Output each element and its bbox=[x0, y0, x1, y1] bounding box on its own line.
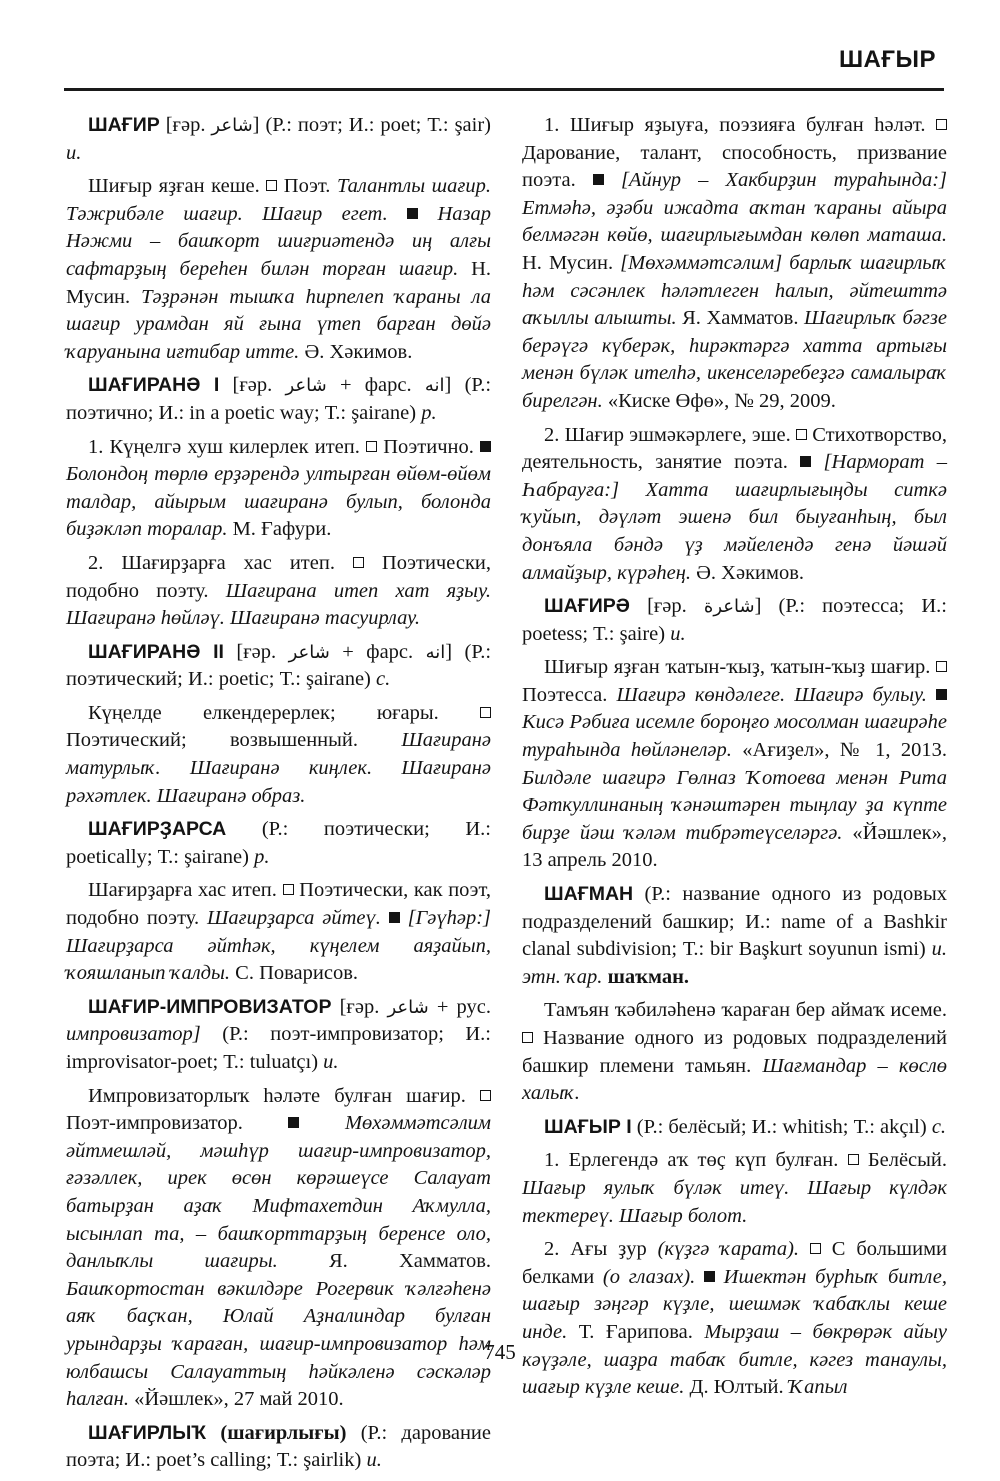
translations: (Р.: поэт-импровизатор; И.: improvisator-poet; Т.: tuluatçı) bbox=[66, 1023, 491, 1073]
definition: Ағы ҙур bbox=[570, 1238, 647, 1261]
square-icon bbox=[936, 661, 947, 672]
definition: Шиғыр яҙыуға, поэзияға булған һәләт. bbox=[569, 114, 926, 136]
citation: Я. Хамматов. bbox=[328, 1250, 492, 1273]
definition-block bbox=[66, 173, 491, 366]
translations: ] (Р.: поэтесса; И.: poetess; Т.: şaire) bbox=[522, 595, 948, 645]
black-square-icon bbox=[936, 689, 947, 700]
translations: ] (Р.: поэтично; И.: in a poetic way; Т.: şairane) bbox=[66, 374, 492, 424]
etymology: + фарс. bbox=[339, 374, 412, 397]
cross-reference: шаҡман. bbox=[607, 965, 690, 988]
square-icon bbox=[936, 119, 947, 130]
definition: Шағирҙарға хас итеп. bbox=[121, 551, 335, 574]
headword: ШАҒИРАНӘ I bbox=[88, 374, 220, 397]
translations: (Р.: поэтически; И.: poetically; Т.: şairane) bbox=[66, 818, 491, 868]
example: Шағиранә матурлыҡ. Шағиранә киңлек. Шағиранә рәхәтлек. Шағиранә образ. bbox=[66, 729, 491, 807]
entry-shagman bbox=[522, 881, 947, 991]
example: Шағирана итеп хат яҙыу. Шағиранә һөйләү. Шағиранә тасуирлау. bbox=[66, 579, 491, 630]
citation: Я. Хамматов. bbox=[682, 307, 799, 330]
example: Башҡортостан вәкилдәре Рогервик ҡәлғәһенә аяҡ баҫҡан, Юлай Аҙналиндар булған урындарҙы ҡараған, шағир-импровизатор һәм юлбашсы Салауаттың һәйкәленә сәскәләр һалған. bbox=[66, 1277, 491, 1411]
right-column bbox=[522, 112, 947, 1408]
etymology: [ғәр. bbox=[232, 374, 273, 397]
entry-shagir bbox=[66, 112, 491, 167]
arabic-script: شاعر bbox=[211, 115, 253, 136]
part-of-speech: р. bbox=[421, 401, 437, 424]
arabic-script: شاعرة bbox=[703, 596, 755, 618]
sense-number: 2. bbox=[88, 551, 104, 574]
definition-block bbox=[522, 654, 947, 875]
sense-block bbox=[66, 434, 491, 544]
header-rule bbox=[64, 88, 944, 91]
headword: ШАҒИР bbox=[88, 114, 160, 136]
definition: Тамъян ҡәбиләһенә ҡараған бер аймаҡ исеме. bbox=[544, 999, 947, 1022]
arabic-script: شاعر bbox=[387, 996, 429, 1018]
black-square-icon bbox=[288, 1117, 299, 1128]
sense-number: 1. bbox=[544, 114, 560, 136]
definition-block bbox=[66, 700, 491, 810]
inflected-form: (шағирлығы) bbox=[220, 1421, 347, 1444]
citation: Ә. Хәкимов. bbox=[696, 561, 805, 584]
example: Шағмандар – көслө халыҡ. bbox=[522, 1054, 947, 1105]
definition: Импровизаторлыҡ һәләте булған шағир. bbox=[88, 1084, 466, 1107]
running-head: ШАҒЫР bbox=[838, 46, 936, 73]
usage-note: (о глазах). bbox=[602, 1265, 696, 1288]
translations: ] (Р.: поэт; И.: poet; Т.: şair) bbox=[252, 114, 492, 136]
headword: ШАҒИРҘАРСА bbox=[88, 818, 227, 841]
headword: ШАҒМАН bbox=[544, 883, 634, 906]
entry-shagirlyk bbox=[66, 1420, 491, 1475]
definition: Шағир эшмәкәрлеге, эше. bbox=[564, 423, 791, 446]
arabic-script: شاعر bbox=[285, 375, 327, 397]
example: Шағирҙарса әйтеү. bbox=[206, 907, 381, 930]
russian-equivalent: Название одного из родовых подразделений башкир племени тамьян. bbox=[522, 1027, 948, 1077]
entry-shagirane-1 bbox=[66, 372, 491, 427]
russian-equivalent: Поэт. bbox=[283, 175, 331, 198]
definition: Ерлегендә аҡ төҫ күп булған. bbox=[568, 1149, 839, 1172]
citation: «Ағиҙел», № 1, 2013. bbox=[742, 739, 947, 762]
example: Кисә Рәбиға исемле бороңғо мосолман шағирәһе тураһында һөйләнеләр. bbox=[522, 711, 947, 762]
example: Болондоң төрлө ерҙәрендә ултырған өйөм-өйөм талдар, айырым шағиранә булып, болонда биҙәкләп торалар. bbox=[66, 463, 491, 541]
sense-number: 2. bbox=[544, 423, 560, 446]
headword: ШАҒИРЛЫҠ bbox=[88, 1421, 207, 1444]
example: Мөхәммәтсәлим әйтмешләй, мәшһүр шағир-импровизатор, ғәзәллек, ирек өсөн көрәшеүсе Салауат батырҙан аҙаҡ Мифтахетдин Аҡмулла, ысынлап та, – башҡорттарҙың беренсе оло, данлыҡлы шағиры. bbox=[66, 1112, 491, 1273]
citation: Н. Мусин. bbox=[66, 257, 492, 308]
russian-equivalent: Белёсый. bbox=[867, 1149, 948, 1172]
black-square-icon bbox=[704, 1271, 715, 1282]
black-square-icon bbox=[800, 456, 811, 467]
square-icon bbox=[796, 429, 807, 440]
arabic-script: انه bbox=[424, 375, 445, 397]
example: [Мөхәммәтсәлим] барлыҡ шағирлыҡ һәм сәсәнлек һәләтлеген һалып, әйтешттә аҡыллы алышты. bbox=[522, 251, 947, 330]
definition: Күңелде елкендерерлек; юғары. bbox=[88, 701, 439, 724]
left-column bbox=[66, 112, 491, 1481]
citation: «Киске Өфө», № 29, 2009. bbox=[607, 389, 836, 412]
definition-block bbox=[522, 997, 947, 1107]
square-icon bbox=[266, 180, 277, 191]
part-of-speech: с. bbox=[931, 1115, 947, 1138]
entry-shagirzarsa bbox=[66, 816, 491, 871]
square-icon bbox=[366, 441, 377, 452]
usage-note: (күҙгә ҡарата). bbox=[657, 1238, 800, 1261]
citation: Ә. Хәкимов. bbox=[304, 340, 413, 363]
definition-block bbox=[66, 877, 491, 987]
definition: Шағирҙарға хас итеп. bbox=[88, 879, 277, 902]
definition: Шиғыр яҙған ҡатын-ҡыҙ, ҡатын-ҡыҙ шағир. bbox=[544, 656, 931, 679]
square-icon bbox=[480, 1090, 491, 1101]
sense-block bbox=[522, 422, 947, 588]
sense-number: 1. bbox=[88, 435, 104, 458]
example: Шағирә көндәлеге. Шағирә булыу. bbox=[616, 683, 927, 706]
arabic-script: انه bbox=[425, 641, 446, 663]
translations: (Р.: название одного из родовых подразделений башкир; И.: name of a Bashkir clanal subdivision; Т.: bir Başkurt soyunun ismi) bbox=[522, 883, 947, 961]
russian-equivalent: Поэтично. bbox=[383, 435, 474, 458]
russian-equivalent: Поэтесса. bbox=[522, 683, 608, 706]
translations: ] (Р.: поэтический; И.: poetic; Т.: şairane) bbox=[66, 640, 492, 691]
headword: ШАҒИРАНӘ II bbox=[88, 640, 224, 663]
etymology: + фарс. bbox=[342, 640, 414, 663]
translations: (Р.: белёсый; И.: whitish; Т.: akçıl) bbox=[636, 1115, 927, 1138]
headword: ШАҒИРӘ bbox=[544, 595, 630, 618]
square-icon bbox=[480, 707, 491, 718]
square-icon bbox=[283, 884, 294, 895]
russian-equivalent: Стихотворство, деятельность, занятие поэта. bbox=[522, 423, 947, 474]
part-of-speech: и. bbox=[670, 622, 686, 645]
square-icon bbox=[810, 1243, 821, 1254]
citation: «Йәшлек», 13 апрель 2010. bbox=[522, 821, 948, 872]
headword: ШАҒИР-ИМПРОВИЗАТОР bbox=[88, 995, 332, 1018]
etymology-word: импровизатор] bbox=[66, 1023, 201, 1046]
sense-block bbox=[522, 1147, 947, 1230]
square-icon bbox=[848, 1154, 859, 1165]
example: Талантлы шағир. Тәжрибәле шағир. Шағир егет. bbox=[66, 175, 491, 225]
russian-equivalent: Дарование, талант, способность, призвание поэта. bbox=[522, 141, 947, 192]
page-number: 745 bbox=[484, 1340, 516, 1364]
citation: «Йәшлек», 27 май 2010. bbox=[134, 1388, 344, 1411]
sense-block bbox=[66, 550, 491, 633]
example: [Гәүһәр:] Шағирҙарса әйтһәк, күңелем аяҙайып, ҡояшланып ҡалды. bbox=[66, 907, 492, 985]
sense-block bbox=[522, 112, 947, 416]
headword: ШАҒЫР I bbox=[544, 1115, 632, 1138]
example: [Айнур – Хакбирҙин тураһында:] Етмәһә, әҙәби ижадта аҡтан ҡараны айыра белмәгән көйө, шағирлығымдан көлөп маташа. bbox=[522, 169, 947, 247]
part-of-speech: р. bbox=[254, 845, 270, 868]
arabic-script: شاعر bbox=[288, 641, 330, 663]
example: Ишектән бурһыҡ битле, шағыр зәңгәр күҙле, шешмәк ҡабаҡлы кеше инде. bbox=[522, 1265, 948, 1343]
example: Шағирлыҡ бәгзе берәүгә күберәк, һирәктәргә хатта артығы менән бүләк ителһә, икенселәребеҙгә самалыраҡ бирелгән. bbox=[522, 307, 948, 412]
example: Назар Нәжми – башҡорт шиғриәтендә иң алғы сафтарҙың береһен билән торған шағир. bbox=[66, 202, 492, 280]
part-of-speech: и. этн. ҡар. bbox=[522, 938, 947, 988]
part-of-speech: и. bbox=[66, 141, 82, 164]
sense-number: 1. bbox=[544, 1149, 560, 1172]
black-square-icon bbox=[480, 441, 491, 452]
entry-shagyr-1 bbox=[522, 1114, 947, 1142]
example: Мырҙаш – бөкрөрәк айыу кәүҙәле, шаҙра табаҡ битле, кәгез танаулы, шағыр күҙле кеше. bbox=[522, 1320, 948, 1399]
black-square-icon bbox=[593, 174, 604, 185]
russian-equivalent: С большими белками bbox=[522, 1238, 948, 1288]
etymology: [ғәр. bbox=[236, 640, 277, 663]
example: Билдәле шағирә Гөлназ Ҡотоева менән Рита Фәткуллинаның ҡәнәштәрен тыңлау ҙа күпте бирҙе йәш ҡәләм тибрәтеүселәргә. bbox=[522, 766, 947, 844]
etymology: [ғәр. bbox=[339, 995, 380, 1018]
sense-number: 2. bbox=[544, 1238, 560, 1261]
black-square-icon bbox=[407, 208, 418, 219]
entry-shagire bbox=[522, 593, 947, 648]
square-icon bbox=[522, 1032, 533, 1043]
part-of-speech: с. bbox=[376, 668, 391, 691]
etymology: [ғәр. bbox=[165, 114, 206, 136]
definition: Шиғыр яҙған кеше. bbox=[88, 175, 260, 198]
citation: Т. Ғарипова. bbox=[578, 1320, 693, 1343]
citation: Д. Юлтый. bbox=[689, 1376, 784, 1399]
square-icon bbox=[353, 557, 364, 568]
part-of-speech: и. bbox=[366, 1449, 382, 1472]
russian-equivalent: Поэт-импровизатор. bbox=[66, 1112, 243, 1135]
example: [Нарморат – Һабрауға:] Хатта шағирлығыңды ситкә ҡуйып, дәүләт эшенә бил быуғанһың, был донъяла бәндә үҙ мәйелендә генә йәшәй алмайҙыр, күрәһең. bbox=[522, 451, 948, 584]
example: Ҡапыл bbox=[788, 1376, 848, 1399]
citation: Н. Мусин. bbox=[522, 251, 614, 274]
definition: Күңелгә хуш килерлек итеп. bbox=[109, 435, 360, 458]
russian-equivalent: Поэтический; возвышенный. bbox=[66, 729, 359, 752]
translations: (Р.: дарование поэта; И.: poet’s calling; Т.: şairlik) bbox=[66, 1421, 492, 1472]
black-square-icon bbox=[389, 912, 400, 923]
russian-equivalent: Поэтически, подобно поэту. bbox=[66, 551, 491, 602]
citation: М. Ғафури. bbox=[232, 518, 332, 541]
etymology: [ғәр. bbox=[647, 595, 687, 618]
sense-block bbox=[522, 1236, 947, 1402]
entry-shagir-improvizator bbox=[66, 994, 491, 1077]
example: Тәҙрәнән тышҡа һирпелеп ҡараны ла шағир урамдан яй ғына үтеп барған дөйә ҡаруанына иғтибар итте. bbox=[66, 285, 491, 363]
example: Шағыр яулыҡ бүләк итеү. Шағыр күлдәк тектереү. Шағыр болот. bbox=[522, 1176, 947, 1227]
russian-equivalent: Поэтически, как поэт, подобно поэту. bbox=[66, 879, 492, 930]
etymology: + рус. bbox=[436, 995, 492, 1018]
entry-shagirane-2 bbox=[66, 639, 491, 694]
part-of-speech: и. bbox=[323, 1051, 339, 1073]
citation: С. Поварисов. bbox=[235, 962, 359, 985]
